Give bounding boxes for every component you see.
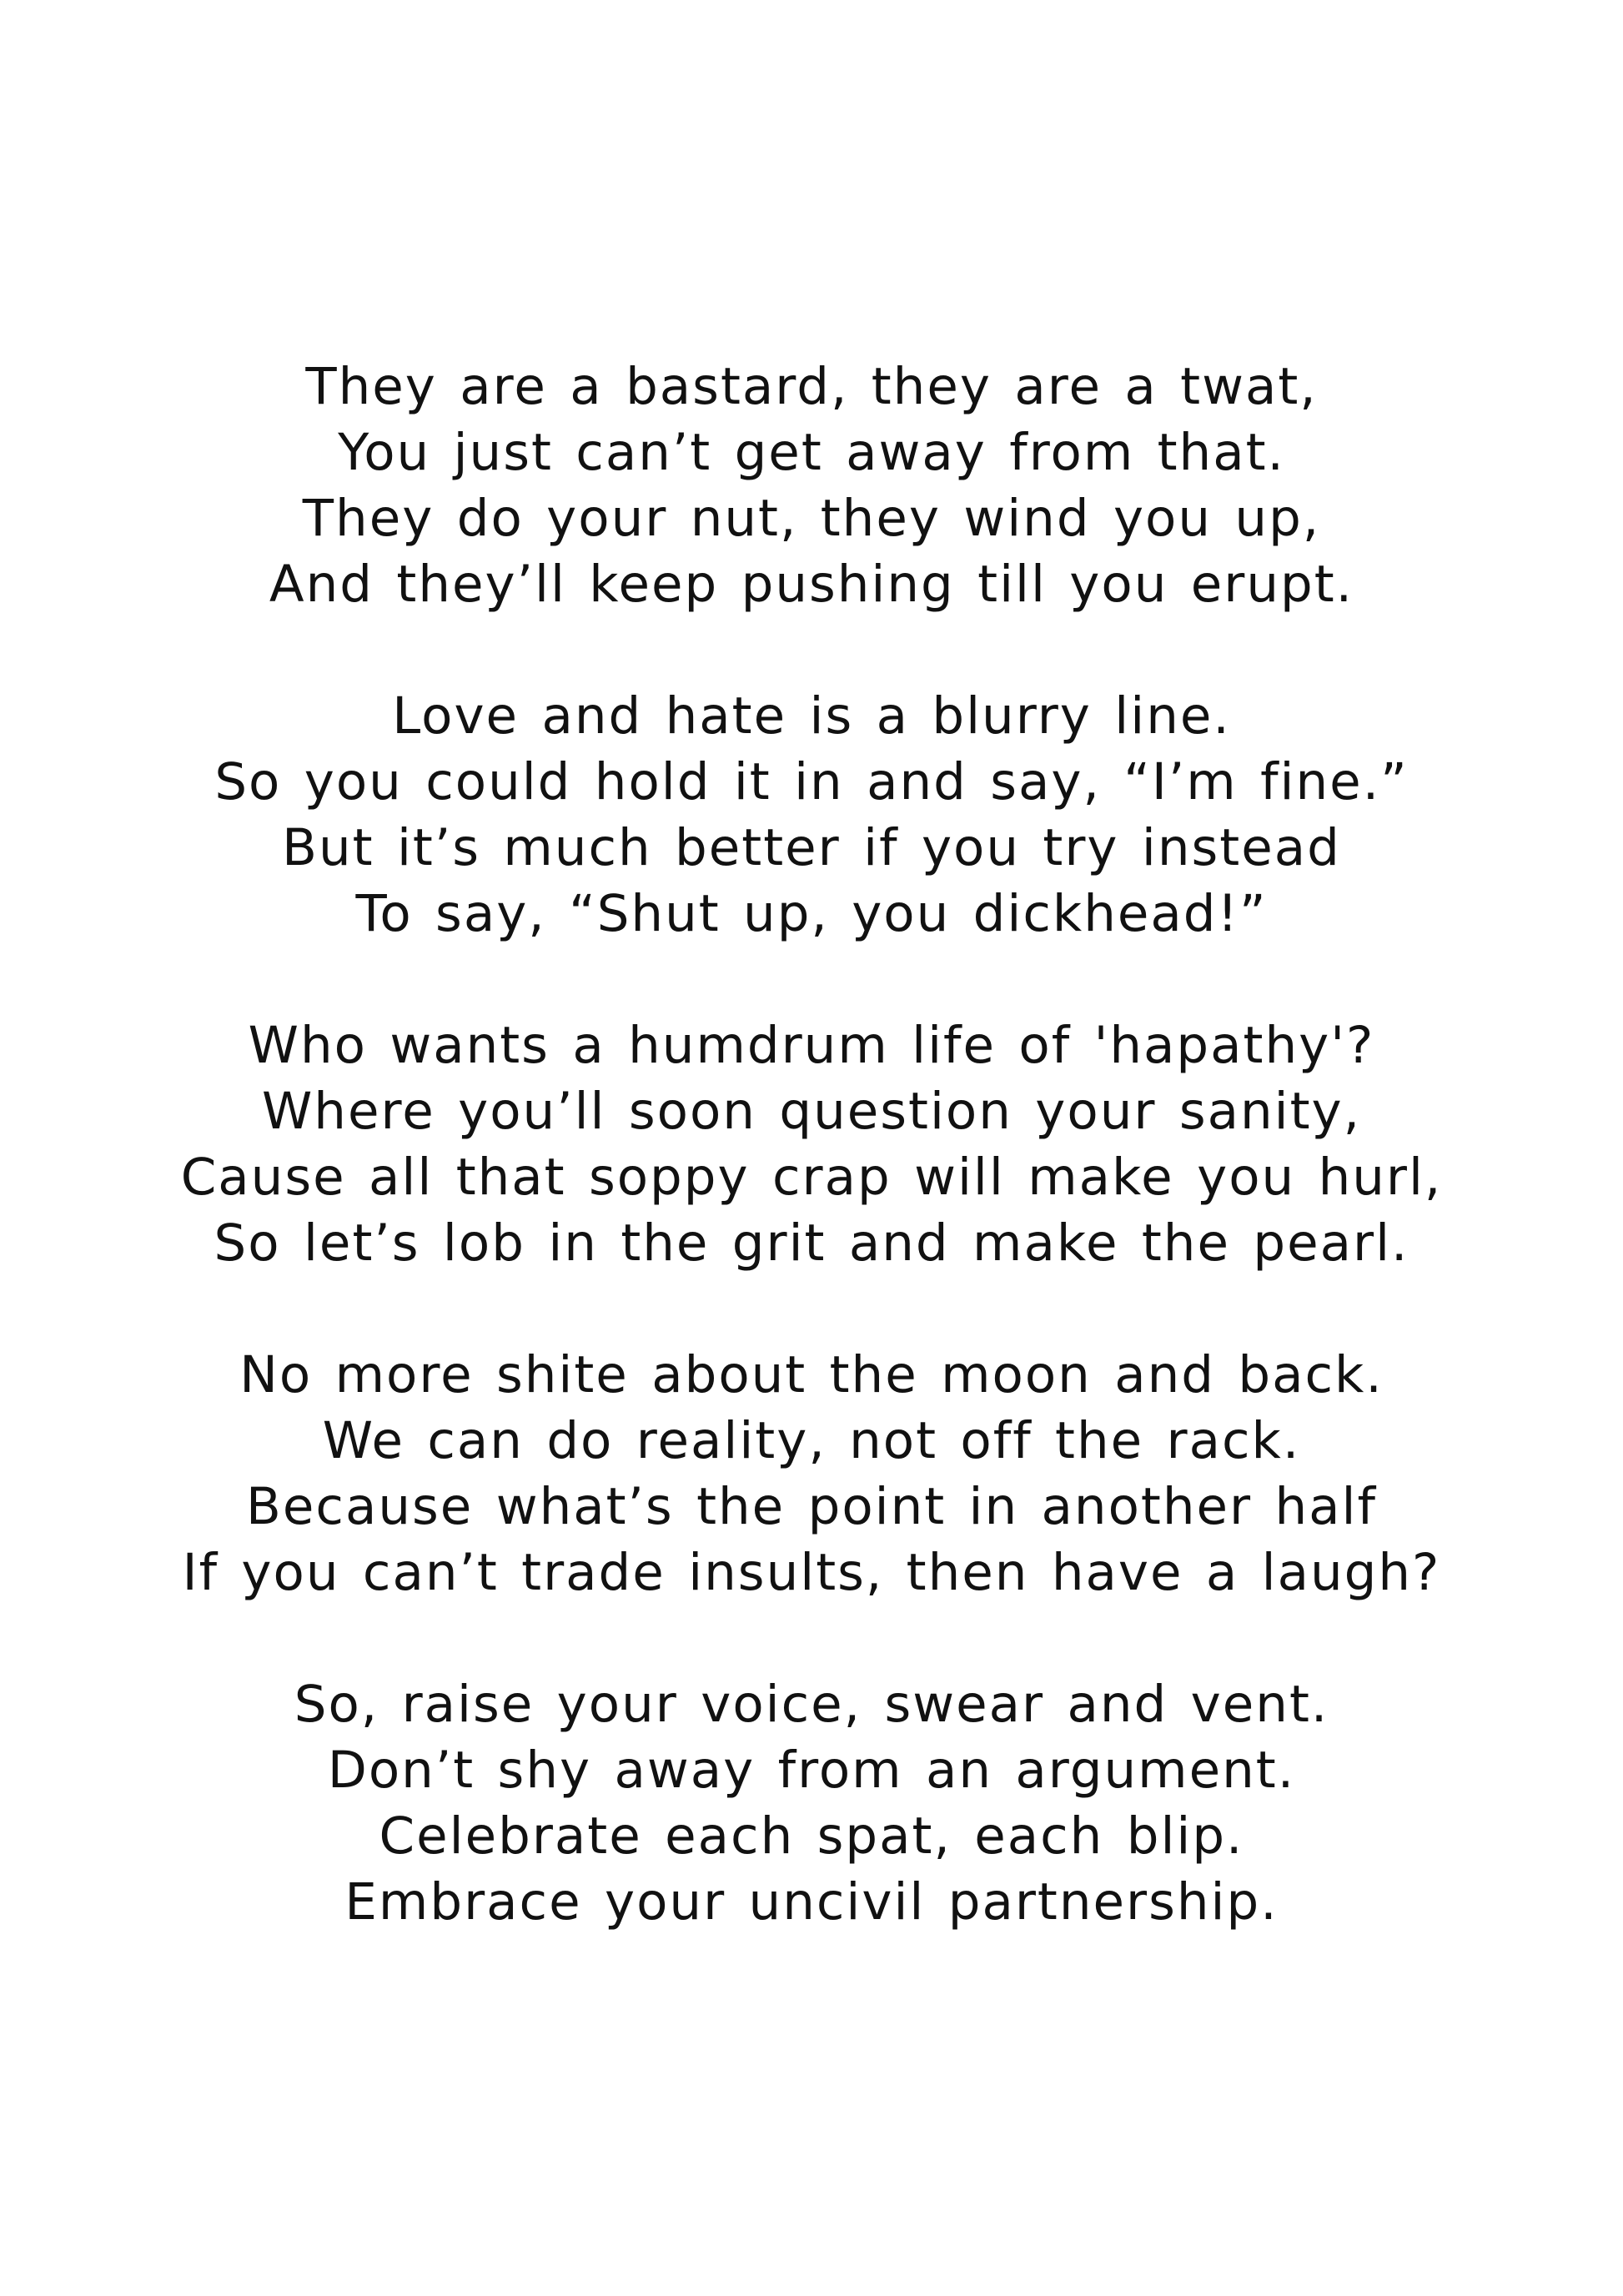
poem-line: Who wants a humdrum life of 'hapathy'?: [248, 1016, 1375, 1075]
stanza-3: [0, 1012, 1623, 1276]
stanza-1: [0, 354, 1623, 617]
poem-line: If you can’t trade insults, then have a laugh?: [182, 1543, 1441, 1602]
poem-line: So let’s lob in the grit and make the pearl.: [214, 1213, 1409, 1273]
poem-line: You just can’t get away from that.: [338, 423, 1285, 482]
poem-line: Don’t shy away from an argument.: [327, 1741, 1296, 1800]
poem-line: But it’s much better if you try instead: [282, 818, 1341, 877]
poem-line: So, raise your voice, swear and vent.: [294, 1675, 1329, 1734]
poem-line: They are a bastard, they are a twat,: [305, 357, 1318, 416]
poem-line: They do your nut, they wind you up,: [302, 489, 1321, 548]
poem-line: Celebrate each spat, each blip.: [379, 1806, 1244, 1866]
stanza-4: [0, 1342, 1623, 1605]
poem-line: And they’ll keep pushing till you erupt.: [269, 555, 1354, 614]
poem-line: Where you’ll soon question your sanity,: [261, 1082, 1362, 1141]
poem-line: Cause all that soppy crap will make you hurl,: [180, 1148, 1443, 1207]
stanza-2: [0, 683, 1623, 947]
poem-line: Because what’s the point in another half: [246, 1477, 1377, 1536]
poem-body: [0, 354, 1623, 1935]
poem-line: Love and hate is a blurry line.: [392, 686, 1231, 746]
poem-line: Embrace your uncivil partnership.: [344, 1872, 1279, 1932]
poem-line: To say, “Shut up, you dickhead!”: [355, 884, 1268, 943]
poem-line: We can do reality, not off the rack.: [322, 1411, 1301, 1470]
stanza-5: [0, 1671, 1623, 1935]
poem-line: So you could hold it in and say, “I’m fine.”: [214, 752, 1409, 811]
poem-line: No more shite about the moon and back.: [239, 1345, 1384, 1404]
